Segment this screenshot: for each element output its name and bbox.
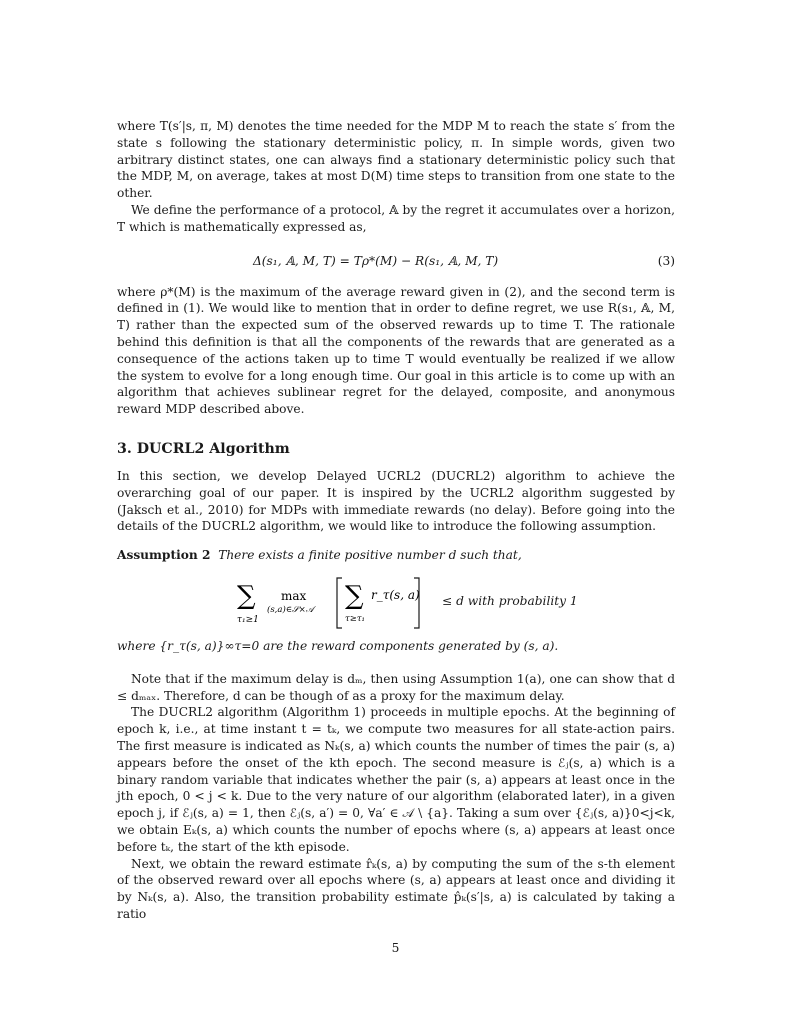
assumption-2: [117, 547, 675, 564]
paragraph-section-intro: In this section, we develop Delayed UCRL2 (DUCRL2) algorithm to achieve the overarching goal of our paper. It is inspired by the UCRL2 algorithm suggested by (Jaksch et al., 2010) for MDPs with immediate rewards (no delay). Before going into the details of the DUCRL2 algorithm, we would like to introduce the following assumption.: [117, 468, 675, 534]
section-title: 3. DUCRL2 Algorithm: [117, 440, 290, 457]
left-bracket: [337, 578, 342, 628]
inner-term: r_τ(s, a): [371, 587, 420, 602]
equation-3-number: (3): [657, 253, 675, 268]
assumption-text: There exists a finite positive number d such that,: [218, 548, 522, 563]
paragraph-regret-rationale: where ρ*(M) is the maximum of the average reward given in (2), and the second term is defined in (1). We would like to mention that in order to define regret, we use R(s₁, 𝔸, M, T) rather than the expected sum of the observed rewards up to time T. The rationale behind this definition is that all the components of the rewards that are generated as a consequence of the actions taken up to time T would eventually be realized if we allow the system to evolve for a long enough time. Our goal in this article is to come up with an algorithm that achieves sublinear regret for the delayed, composite, and anonymous reward MDP described above.: [117, 284, 675, 417]
page-body: [117, 118, 675, 923]
outer-sum-subscript: τ₁≥1: [237, 614, 259, 625]
assumption-label: Assumption 2: [117, 548, 211, 563]
paragraph-diameter-definition: where T(s′|s, π, M) denotes the time needed for the MDP M to reach the state s′ from the state s following the stationary deterministic policy, π. In simple words, given two arbitrary distinct states, one can always find a stationary deterministic policy such that the MDP, M, on average, takes at most D(M) time steps to transition from one state to the other.: [117, 119, 675, 201]
page-number: 5: [391, 941, 400, 955]
assumption-where-clause: where {r_τ(s, a)}∞τ=0 are the reward components generated by (s, a).: [117, 638, 559, 653]
equation-3: [117, 250, 675, 272]
max-operator: max: [281, 588, 307, 603]
assumption-inequality: [117, 574, 675, 632]
inner-sum-subscript: τ≥τ₁: [345, 613, 365, 624]
paragraph-estimates: Next, we obtain the reward estimate r̂ₖ(s, a) by computing the sum of the s-th element of the observed reward over all epochs where (s, a) appears at least once and dividing it by Nₖ(s, a). Also, the transition probability estimate p̂ₖ(s′|s, a) is calculated by taking a ratio: [117, 856, 675, 921]
equation-3-body: Δ(s₁, 𝔸, M, T) = Tρ*(M) − R(s₁, 𝔸, M, T): [253, 253, 499, 268]
inequality-rhs: ≤ d with probability 1: [442, 593, 578, 608]
paragraph-regret-intro: We define the performance of a protocol, 𝔸 by the regret it accumulates over a horizon, T which is mathematically expressed as,: [117, 202, 675, 234]
right-bracket: [414, 578, 419, 628]
inequality-formula: [233, 574, 423, 632]
paragraph-epochs: The DUCRL2 algorithm (Algorithm 1) proceeds in multiple epochs. At the beginning of epoch k, i.e., at time instant t = tₖ, we compute two measures for all state-action pairs. The first measure is indicated as Nₖ(s, a) which counts the number of times the pair (s, a) appears before the onset of the kth epoch. The second measure is ℰⱼ(s, a) which is a binary random variable that indicates whether the pair (s, a) appears at least once in the jth epoch, 0 < j < k. Due to the very nature of our algorithm (elaborated later), in a given epoch j, if ℰⱼ(s, a) = 1, then ℰⱼ(s, a′) = 0, ∀a′ ∈ 𝒜 \ {a}. Taking a sum over {ℰⱼ(s, a)}0<j<k, we obtain Eₖ(s, a) which counts the number of epochs where (s, a) appears at least once before tₖ, the start of the kth episode.: [117, 705, 675, 854]
inner-sum-symbol: ∑: [345, 580, 364, 611]
paragraph-max-delay: Note that if the maximum delay is dₘ, then using Assumption 1(a), one can show that d ≤ dₘₐₓ. Therefore, d can be though of as a proxy for the maximum delay.: [117, 671, 675, 703]
max-subscript: (s,a)∈𝒮×𝒜: [267, 604, 314, 615]
outer-sum-symbol: ∑: [237, 580, 256, 611]
